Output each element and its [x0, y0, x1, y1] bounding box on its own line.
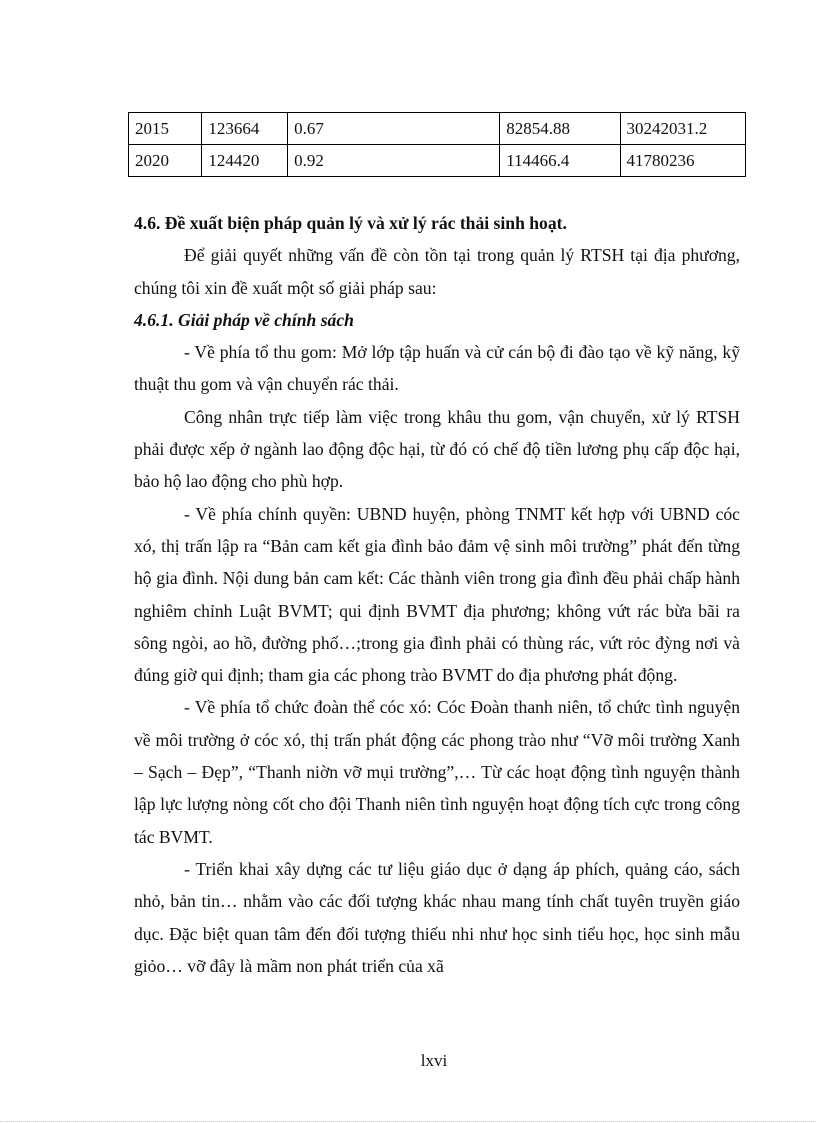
- table-row: [129, 145, 746, 177]
- table-cell: 2020: [129, 145, 202, 177]
- section-heading: 4.6. Đề xuất biện pháp quản lý và xử lý rác thải sinh hoạt.: [134, 213, 567, 233]
- page-number: lxvi: [420, 1051, 448, 1070]
- subsection-heading: 4.6.1. Giải pháp về chính sách: [134, 309, 354, 330]
- page-edge-rule: [0, 1121, 816, 1122]
- table-cell: 114466.4: [500, 145, 620, 177]
- table-row: [129, 113, 746, 145]
- paragraph: Công nhân trực tiếp làm việc trong khâu thu gom, vận chuyển, xử lý RTSH phải được xếp ở ngành lao động độc hại, từ đó có chế độ tiền lương phụ cấp độc hại, bảo hộ lao động cho phù hợp.: [134, 406, 740, 492]
- table-cell: 41780236: [620, 145, 745, 177]
- data-table: [128, 112, 746, 177]
- paragraph: - Về phía tổ thu gom: Mở lớp tập huấn và cử cán bộ đi đào tạo về kỹ năng, kỹ thuật thu gom và vận chuyển rác thải.: [134, 342, 740, 395]
- table-cell: 0.67: [288, 113, 500, 145]
- table-cell: 124420: [202, 145, 288, 177]
- body-text: [134, 207, 740, 982]
- paragraph: - Về phía chính quyền: UBND huyện, phòng TNMT kết hợp với UBND cóc xó, thị trấn lập ra “Bản cam kết gia đình bảo đảm vệ sinh môi trường” phát đến từng hộ gia đình. Nội dung bản cam kết: Các thành viên trong gia đình đều phải chấp hành nghiêm chỉnh Luật BVMT; qui định BVMT địa phương; không vứt rác bừa bãi ra sông ngòi, ao hồ, đường phố…;trong gia đình phải có thùng rác, vứt rỏc đỳng nơi và đúng giờ qui định; tham gia các phong trào BVMT do địa phương phát động.: [134, 503, 740, 686]
- paragraph: - Về phía tổ chức đoàn thể cóc xó: Cóc Đoàn thanh niên, tổ chức tình nguyện về môi trường ở cóc xó, thị trấn phát động các phong trào như “Vỡ môi trường Xanh – Sạch – Đẹp”, “Thanh niờn vỡ mụi trường”,… Từ các hoạt động tình nguyện thành lập lực lượng nòng cốt cho đội Thanh niên tình nguyện hoạt động tích cực trong công tác BVMT.: [134, 697, 740, 847]
- table-cell: 30242031.2: [620, 113, 745, 145]
- intro-paragraph: Để giải quyết những vấn đề còn tồn tại trong quản lý RTSH tại địa phương, chúng tôi xin đề xuất một số giải pháp sau:: [134, 245, 740, 298]
- table-cell: 82854.88: [500, 113, 620, 145]
- table-cell: 123664: [202, 113, 288, 145]
- table-cell: 2015: [129, 113, 202, 145]
- table-cell: 0.92: [288, 145, 500, 177]
- paragraph: - Triển khai xây dựng các tư liệu giáo dục ở dạng áp phích, quảng cáo, sách nhỏ, bản tin… nhằm vào các đối tượng khác nhau mang tính chất tuyên truyền giáo dục. Đặc biệt quan tâm đến đối tượng thiếu nhi như học sinh tiểu học, học sinh mẫu giỏo… vỡ đây là mầm non phát triển của xã: [134, 858, 740, 976]
